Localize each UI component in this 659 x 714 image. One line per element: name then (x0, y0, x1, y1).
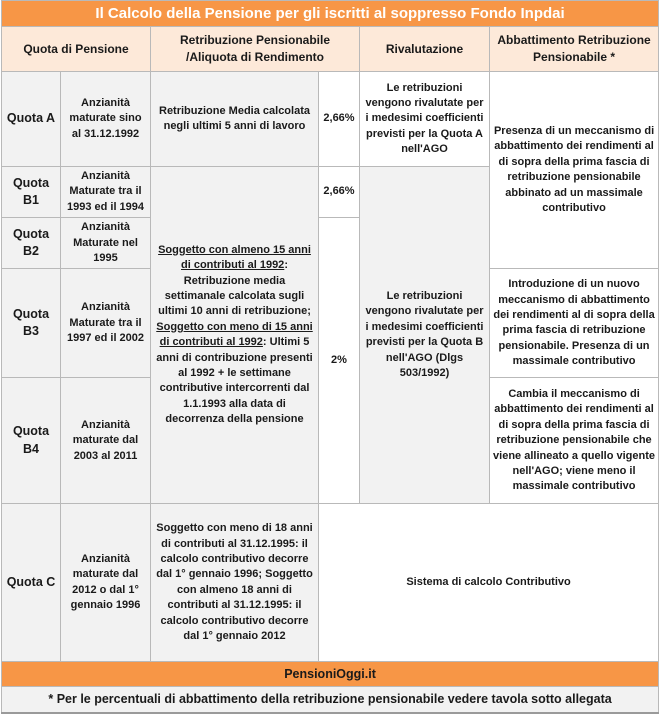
quota-a-rivalutazione: Le retribuzioni vengono rivalutate per i medesimi coefficienti previsti per la Quota A nell'AGO (360, 72, 490, 167)
quota-a-retribuzione: Retribuzione Media calcolata negli ultimi 5 anni di lavoro (151, 72, 319, 167)
brand-banner: PensioniOggi.it (2, 662, 659, 687)
quota-c-retribuzione: Soggetto con meno di 18 anni di contributi al 31.12.1995: il calcolo contributivo decorre dal 1° gennaio 1996; Soggetto con almeno 18 anni di contributi al 31.12.1995: il calcolo contributivo decorre dal 1° gennaio 2012 (151, 504, 319, 662)
quota-b1-aliquota: 2,66% (319, 167, 360, 218)
quota-c-label: Quota C (2, 504, 61, 662)
quota-a-label: Quota A (2, 72, 61, 167)
quota-b2-label: Quota B2 (2, 218, 61, 269)
quota-b-aliquota: 2% (319, 218, 360, 504)
pension-table (1, 0, 659, 714)
quota-b3-label: Quota B3 (2, 269, 61, 378)
b-retribuzione-text-1: : Retribuzione media settimanale calcolata sugli ultimi 10 anni di retribuzione; (158, 259, 311, 318)
row-quota-a (2, 72, 659, 167)
abbattimento-b4: Cambia il meccanismo di abbattimento dei rendimenti al di sopra della prima fascia di retribuzione pensionabile che viene allineato a quello vigente nell'AGO; viene meno il massimale contributivo (490, 378, 659, 504)
row-quota-c (2, 504, 659, 662)
quota-a-anzianita: Anzianità maturate sino al 31.12.1992 (61, 72, 151, 167)
header-quota: Quota di Pensione (2, 27, 151, 72)
header-abbattimento: Abbattimento Retribuzione Pensionabile * (490, 27, 659, 72)
b-retribuzione-text-2: : Ultimi 5 anni di contribuzione presenti al 1992 + le settimane contributive intercorrenti dal 1.1.1993 alla data di decorrenza della pensione (156, 336, 313, 426)
quota-b3-anzianita: Anzianità Maturate tra il 1997 ed il 2002 (61, 269, 151, 378)
quota-b2-anzianita: Anzianità Maturate nel 1995 (61, 218, 151, 269)
b-retribuzione-heading-2: Soggetto con meno di 15 anni di contributi al 1992 (156, 320, 313, 349)
header-rivalutazione: Rivalutazione (360, 27, 490, 72)
abbattimento-b3: Introduzione di un nuovo meccanismo di abbattimento dei rendimenti al di sopra della prima fascia di retribuzione pensionabile. Presenza di un massimale contributivo (490, 269, 659, 378)
quota-b4-label: Quota B4 (2, 378, 61, 504)
quota-b-retribuzione (151, 167, 319, 504)
abbattimento-a-b2: Presenza di un meccanismo di abbattimento dei rendimenti al di sopra della prima fascia di retribuzione pensionabile abbinato ad un massimale contributivo (490, 72, 659, 269)
quota-c-sistema: Sistema di calcolo Contributivo (319, 504, 659, 662)
quota-b1-label: Quota B1 (2, 167, 61, 218)
quota-a-aliquota: 2,66% (319, 72, 360, 167)
b-retribuzione-heading-1: Soggetto con almeno 15 anni di contributi al 1992 (158, 243, 311, 272)
quota-b4-anzianita: Anzianità maturate dal 2003 al 2011 (61, 378, 151, 504)
header-retribuzione: Retribuzione Pensionabile /Aliquota di Rendimento (151, 27, 360, 72)
footnote: * Per le percentuali di abbattimento della retribuzione pensionabile vedere tavola sotto allegata (2, 687, 659, 714)
quota-b-rivalutazione: Le retribuzioni vengono rivalutate per i medesimi coefficienti previsti per la Quota B nell'AGO (Dlgs 503/1992) (360, 167, 490, 504)
quota-c-anzianita: Anzianità maturate dal 2012 o dal 1° gennaio 1996 (61, 504, 151, 662)
quota-b1-anzianita: Anzianità Maturate tra il 1993 ed il 1994 (61, 167, 151, 218)
table-title: Il Calcolo della Pensione per gli iscritti al soppresso Fondo Inpdai (2, 1, 659, 27)
